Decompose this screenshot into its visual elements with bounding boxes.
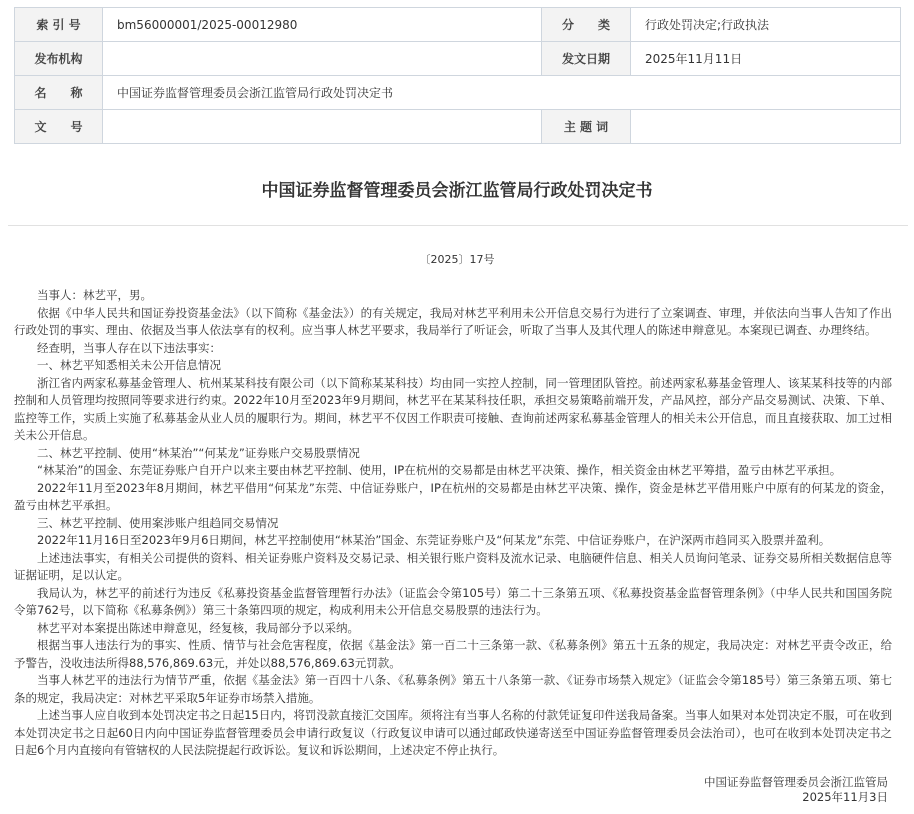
paragraph: 当事人：林艺平，男。 <box>37 288 152 302</box>
paragraph: 浙江省内两家私募基金管理人、杭州某某科技有限公司（以下简称某某科技）均由同一实控人控制，同一管理团队管控。前述两家私募基金管理人、该某某科技等的内部控制和人员管理均按照同等要求进行约束。2022年10月至2023年9月期间，林艺平在某某科技任职，承担交易策略前端开发，产品风控，部分产品交易测试、决策、下单、监控等工作，实质上实施了私募基金从业人员的履职行为。期间，林艺平不仅因工作职责可接触、查询前述两家私募基金管理人的相关未公开信息，而且直接获取、加工过相关未公开信息。 <box>14 375 892 442</box>
meta-row-index <box>15 8 901 42</box>
meta-row-name <box>15 76 901 110</box>
docno-label: 文 号 <box>15 110 103 144</box>
section-heading: 一、林艺平知悉相关未公开信息情况 <box>37 358 221 372</box>
date-label: 发文日期 <box>542 42 631 76</box>
meta-row-docno <box>15 110 901 144</box>
signature-org: 中国证券监督管理委员会浙江监管局 <box>704 775 888 789</box>
name-value: 中国证券监督管理委员会浙江监管局行政处罚决定书 <box>103 76 901 110</box>
section-heading: 二、林艺平控制、使用“林某治”“何某龙”证券账户交易股票情况 <box>37 445 360 460</box>
paragraph: 依据《中华人民共和国证券投资基金法》（以下简称《基金法》）的有关规定，我局对林艺平利用未公开信息交易行为进行了立案调查、审理，并依法向当事人告知了作出行政处罚的事实、理由、依据及当事人依法享有的权利。应当事人林艺平要求，我局举行了听证会，听取了当事人及其代理人的陈述申辩意见。本案现已调查、办理终结。 <box>14 305 892 337</box>
keywords-label: 主 题 词 <box>542 110 631 144</box>
issuer-value <box>103 42 542 76</box>
document-number: 〔2025〕17号 <box>419 253 495 266</box>
paragraph: 当事人林艺平的违法行为情节严重，依据《基金法》第一百四十八条、《私募条例》第五十八条第一款、《证券市场禁入规定》（证监会令第185号）第三条第五项、第七条的规定，我局决定：对林艺平采取5年证券市场禁入措施。 <box>14 673 892 705</box>
paragraph: 我局认为，林艺平的前述行为违反《私募投资基金监督管理暂行办法》（证监会令第105号）第二十三条第五项、《私募投资基金监督管理条例》（中华人民共和国国务院令第762号，以下简称《私募条例》）第三十条第四项的规定，构成利用未公开信息交易股票的违法行为。 <box>14 585 892 617</box>
paragraph: 经查明，当事人存在以下违法事实： <box>37 340 221 355</box>
paragraph: 林艺平对本案提出陈述申辩意见，经复核，我局部分予以采纳。 <box>37 620 359 635</box>
paragraph: “林某治”的国金、东莞证券账户自开户以来主要由林艺平控制、使用，IP在杭州的交易都是由林艺平决策、操作，相关资金由林艺平筹措，盈亏由林艺平承担。 <box>37 463 842 477</box>
meta-row-issuer <box>15 42 901 76</box>
index-label: 索 引 号 <box>15 8 103 42</box>
paragraph: 根据当事人违法行为的事实、性质、情节与社会危害程度，依据《基金法》第一百二十三条第一款、《私募条例》第五十五条的规定，我局决定：对林艺平责令改正，给予警告，没收违法所得88,576,869.63元，并处以88,576,869.63元罚款。 <box>14 638 892 670</box>
title-divider <box>8 225 908 226</box>
date-value: 2025年11月11日 <box>631 42 901 76</box>
paragraph: 2022年11月16日至2023年9月6日期间，林艺平控制使用“林某治”国金、东莞证券账户及“何某龙”东莞、中信证券账户，在沪深两市趋同买入股票并盈利。 <box>37 533 831 547</box>
category-label: 分 类 <box>542 8 631 42</box>
paragraph: 2022年11月至2023年8月期间，林艺平借用“何某龙”东莞、中信证券账户，IP在杭州的交易都是由林艺平决策、操作，资金是林艺平借用账户中原有的何某龙的资金，盈亏由林艺平承担。 <box>14 480 892 512</box>
index-value: bm56000001/2025-00012980 <box>103 8 542 42</box>
paragraph: 上述违法事实，有相关公司提供的资料、相关证券账户资料及交易记录、相关银行账户资料及流水记录、电脑硬件信息、相关人员询问笔录、证券交易所相关数据信息等证据证明，足以认定。 <box>14 550 892 582</box>
signature-date: 2025年11月3日 <box>802 790 888 804</box>
category-value: 行政处罚决定;行政执法 <box>631 8 901 42</box>
document-title: 中国证券监督管理委员会浙江监管局行政处罚决定书 <box>261 181 653 201</box>
section-heading: 三、林艺平控制、使用案涉账户组趋同交易情况 <box>37 515 279 530</box>
signature-block <box>704 775 888 805</box>
issuer-label: 发布机构 <box>15 42 103 76</box>
document-body <box>14 287 892 760</box>
document-metadata-table <box>14 7 901 144</box>
name-label: 名 称 <box>15 76 103 110</box>
keywords-value <box>631 110 901 144</box>
paragraph: 上述当事人应自收到本处罚决定书之日起15日内，将罚没款直接汇交国库。须将注有当事人名称的付款凭证复印件送我局备案。当事人如果对本处罚决定不服，可在收到本处罚决定书之日起60日内向中国证券监督管理委员会申请行政复议（行政复议申请可以通过邮政快递寄送至中国证券监督管理委员会法治司），也可在收到本处罚决定书之日起6个月内直接向有管辖权的人民法院提起行政诉讼。复议和诉讼期间，上述决定不停止执行。 <box>14 708 892 757</box>
docno-value <box>103 110 542 144</box>
